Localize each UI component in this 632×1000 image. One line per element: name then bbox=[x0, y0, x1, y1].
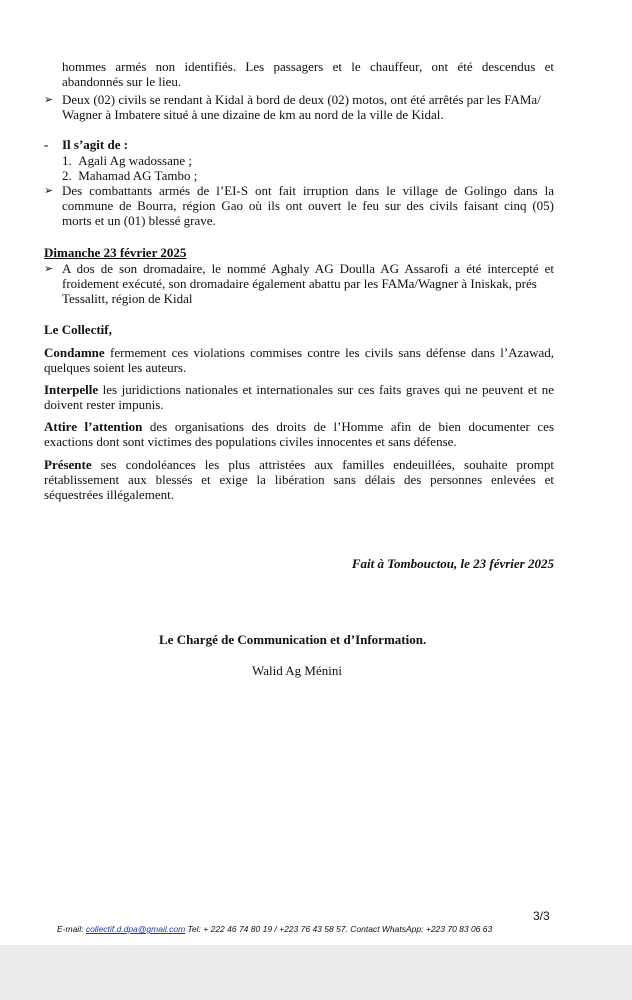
interpelle-text: les juridictions nationales et internationales sur ces faits graves qui ne peuvent et ne bbox=[98, 382, 554, 397]
collectif-heading: Le Collectif, bbox=[44, 322, 112, 337]
presente-line-3: séquestrées illégalement. bbox=[44, 487, 174, 502]
interpelle-verb: Interpelle bbox=[44, 382, 99, 397]
presente-text: ses condoléances les plus attristées aux familles endeuillées, souhaite prompt bbox=[91, 457, 554, 472]
signature-title: Le Chargé de Communication et d’Information. bbox=[159, 632, 427, 647]
bullet-motos-line-1: Deux (02) civils se rendant à Kidal à bord de deux (02) motos, ont été arrêtés par les FAMa/ bbox=[62, 92, 541, 107]
footer-email-link[interactable]: collectif.d.dpa@gmail.com bbox=[85, 924, 186, 934]
bottom-gray-strip bbox=[0, 945, 632, 1000]
arrow-bullet-icon: ➢ bbox=[44, 262, 54, 275]
condamne-line-2: quelques soient les auteurs. bbox=[44, 360, 187, 375]
list-item: 1. Agali Ag wadossane ; bbox=[62, 153, 192, 168]
condamne-text: fermement ces violations commises contre les civils sans défense dans l’Azawad, bbox=[104, 345, 554, 360]
bullet-golingo-line-2: commune de Bourra, région Gao où ils ont ouvert le feu sur des civils faisant cinq (05) bbox=[62, 198, 554, 213]
signature-name: Walid Ag Ménini bbox=[252, 663, 342, 678]
interpelle-line-1 bbox=[44, 382, 554, 397]
bullet-golingo-line-3: morts et un (01) blessé grave. bbox=[62, 213, 216, 228]
interpelle-line-2: doivent rester impunis. bbox=[44, 397, 164, 412]
footer-phones: Tel: + 222 46 74 80 19 / +223 76 43 58 57. Contact WhatsApp: +223 70 83 06 63 bbox=[185, 924, 493, 934]
date-heading: Dimanche 23 février 2025 bbox=[44, 245, 187, 260]
attire-line-2: exactions dont sont victimes des populations civiles innocentes et sans défense. bbox=[44, 434, 457, 449]
list-item: 2. Mahamad AG Tambo ; bbox=[62, 168, 198, 183]
sunday-line-3: Tessalitt, région de Kidal bbox=[62, 291, 193, 306]
footer-contact bbox=[57, 924, 492, 935]
attire-verb: Attire l’attention bbox=[44, 419, 143, 434]
continuation-line-1: hommes armés non identifiés. Les passagers et le chauffeur, ont été descendus et bbox=[62, 59, 554, 74]
place-date: Fait à Tombouctou, le 23 février 2025 bbox=[351, 556, 554, 571]
list-heading: Il s’agit de : bbox=[62, 137, 129, 152]
arrow-bullet-icon: ➢ bbox=[44, 93, 54, 106]
list-dash: - bbox=[44, 137, 49, 152]
presente-line-2: rétablissement aux blessés et exige la libération sans délais des personnes enlevées et bbox=[44, 472, 554, 487]
arrow-bullet-icon: ➢ bbox=[44, 184, 54, 197]
bullet-motos-line-2: Wagner à Imbatere situé à une dizaine de km au nord de la ville de Kidal. bbox=[62, 107, 444, 122]
presente-verb: Présente bbox=[44, 457, 92, 472]
condamne-line-1 bbox=[44, 345, 554, 360]
bullet-golingo-line-1: Des combattants armés de l’EI-S ont fait irruption dans le village de Golingo dans la bbox=[62, 183, 554, 198]
attire-line-1 bbox=[44, 419, 554, 434]
attire-text: des organisations des droits de l’Homme afin de bien documenter ces bbox=[142, 419, 555, 434]
sunday-line-2: froidement exécuté, son dromadaire également abattu par les FAMa/Wagner à Iniskak, prés bbox=[62, 276, 537, 291]
continuation-line-2: abandonnés sur le lieu. bbox=[62, 74, 182, 89]
page-number: 3/3 bbox=[533, 909, 550, 923]
sunday-line-1: A dos de son dromadaire, le nommé Aghaly AG Doulla AG Assarofi a été intercepté et bbox=[62, 261, 554, 276]
presente-line-1 bbox=[44, 457, 554, 472]
condamne-verb: Condamne bbox=[44, 345, 105, 360]
footer-email-label: E-mail: bbox=[57, 924, 86, 934]
